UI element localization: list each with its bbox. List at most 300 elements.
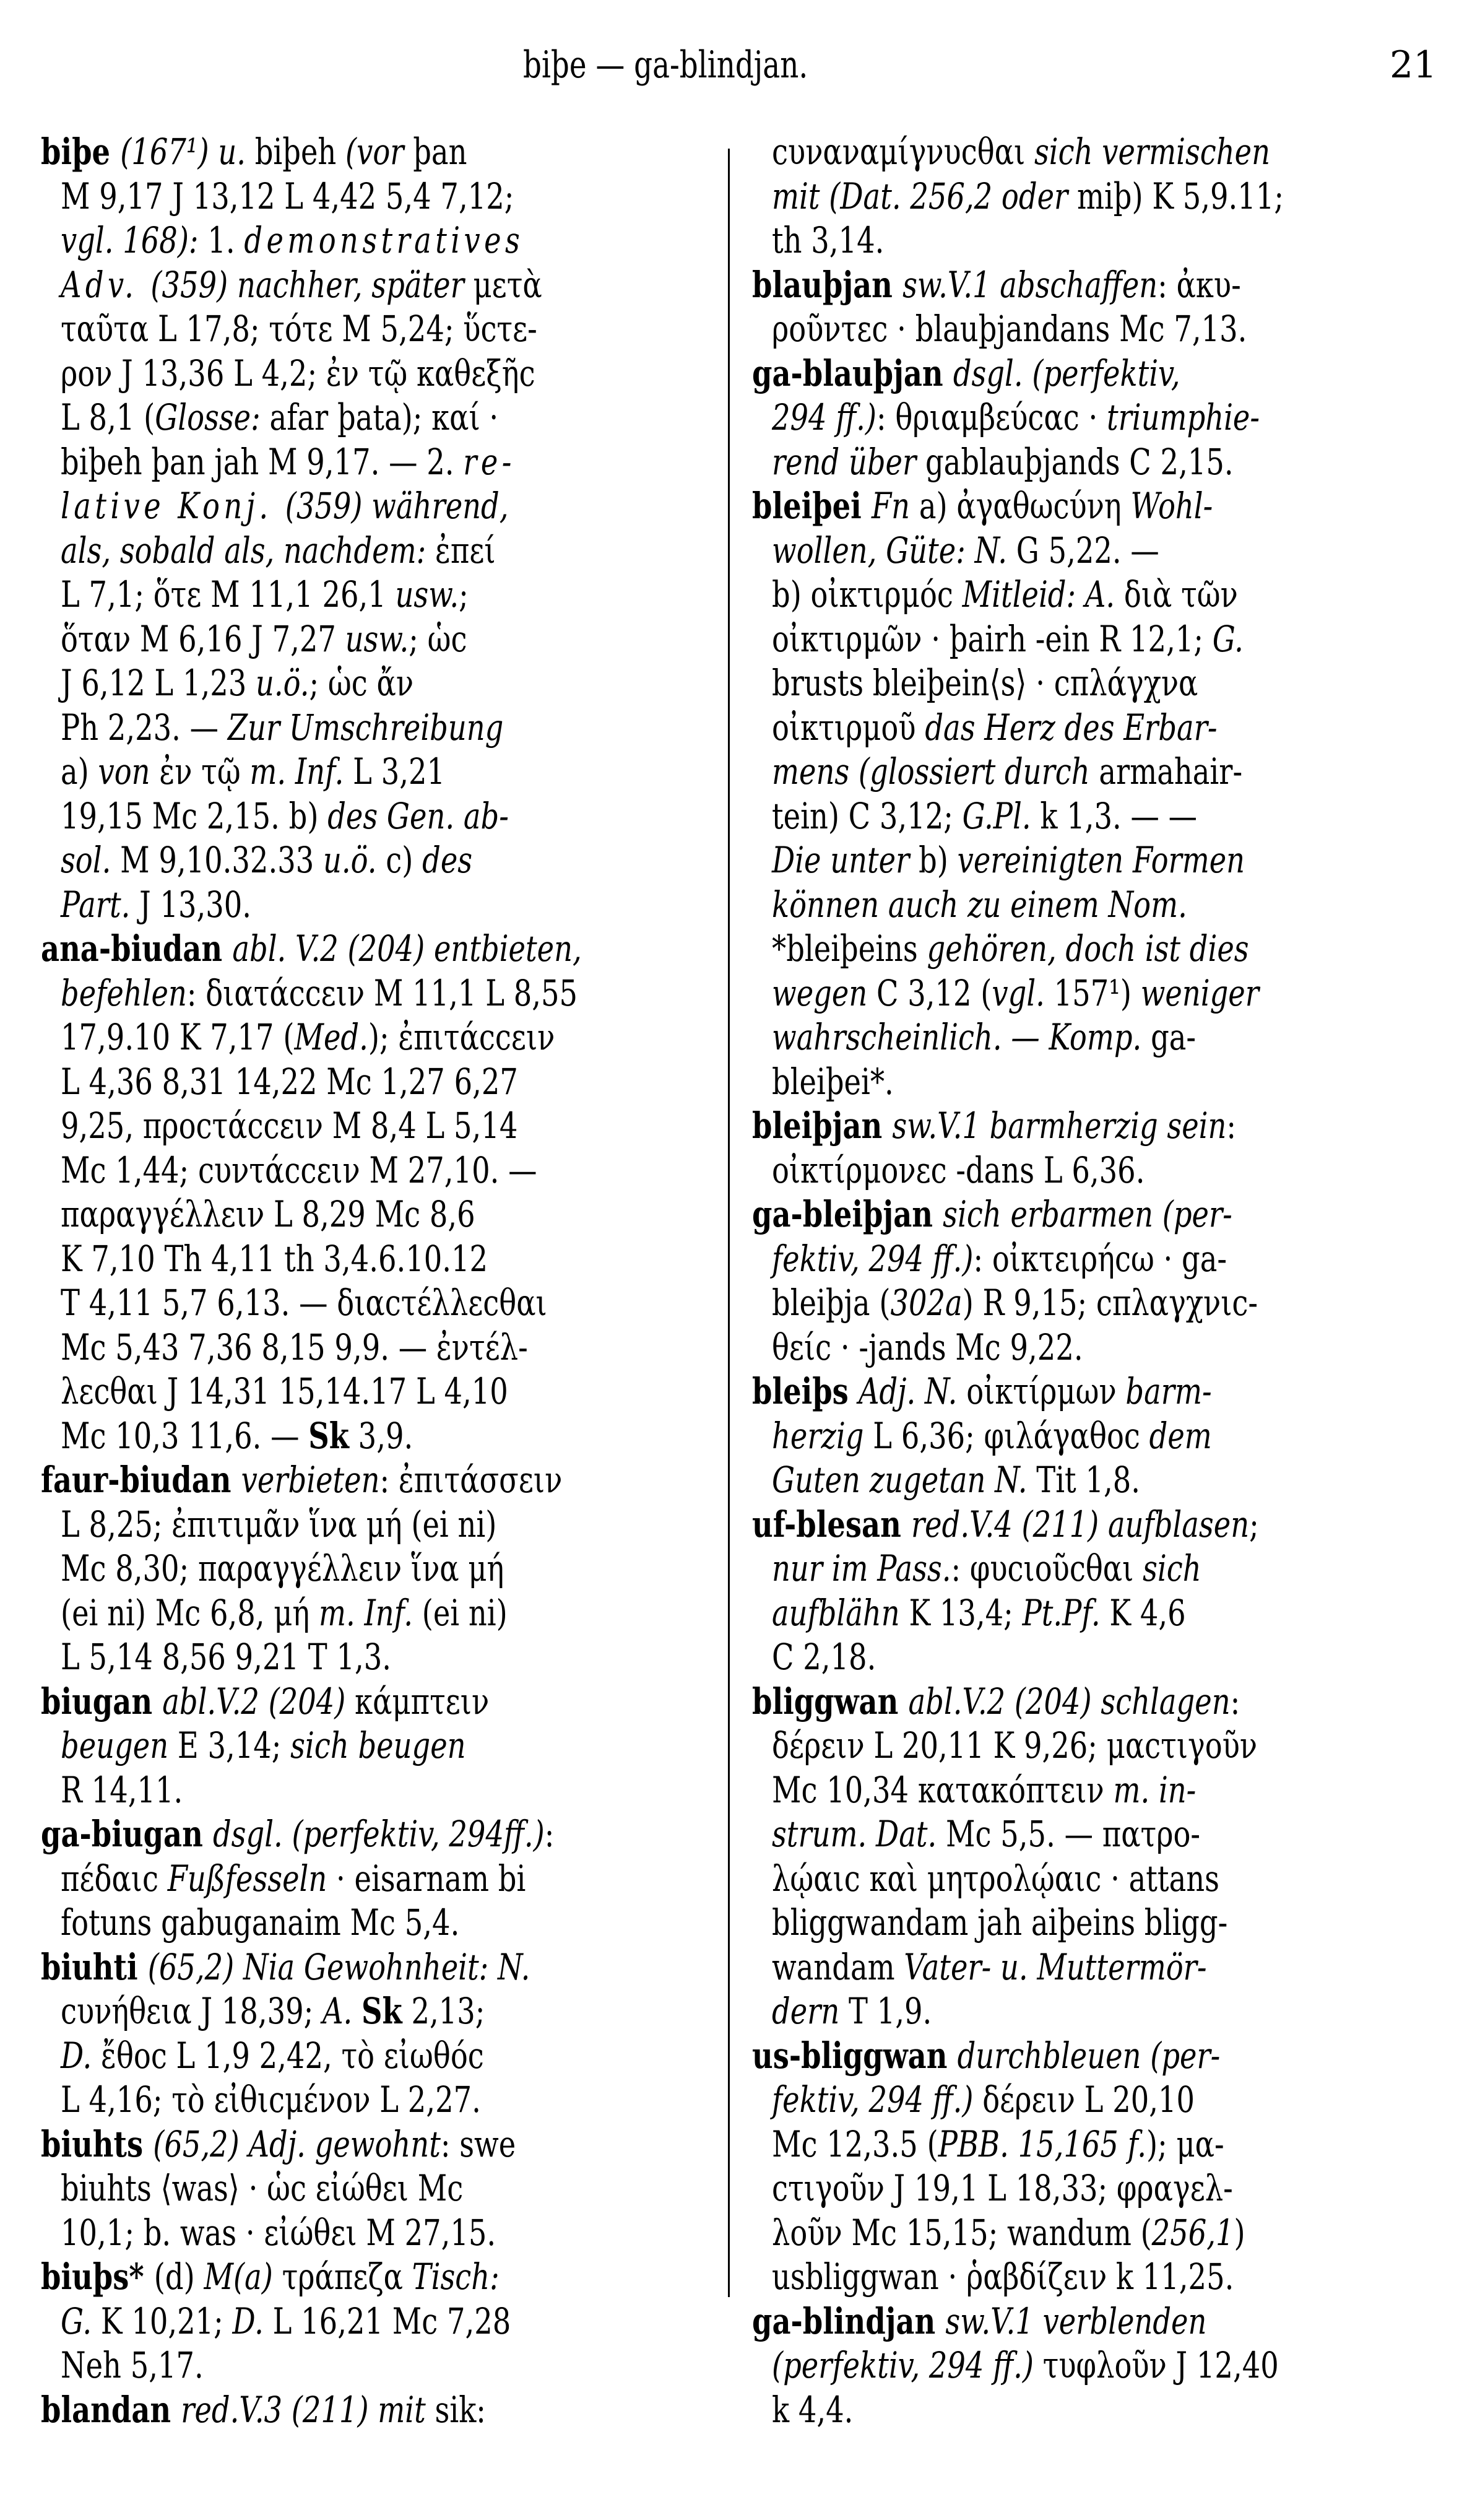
- italic-text: rend über: [772, 440, 925, 483]
- text: sik:: [435, 2388, 486, 2431]
- text: · eisarnam bi: [327, 1857, 526, 1900]
- italic-text: demonstratives: [244, 219, 524, 261]
- entry-continuation-line: [752, 1015, 1272, 1060]
- headword: ana-biudan: [41, 928, 233, 970]
- italic-text: sich beugen: [290, 1724, 466, 1766]
- entry-continuation-line: [41, 2166, 561, 2211]
- entry-continuation-line: [41, 529, 561, 573]
- text: λοῦν Mc 15,15; wandum (: [772, 2211, 1152, 2254]
- italic-text: sich erbarmen (per-: [943, 1193, 1232, 1235]
- text: afar þata); καί ·: [269, 396, 499, 438]
- italic-text: (359) nachher, später: [150, 263, 474, 306]
- text: L 8,1 (: [61, 396, 155, 438]
- entry-continuation-line: [752, 661, 1272, 706]
- text: ) R 9,15; cπλαγχνιc-: [962, 1282, 1258, 1324]
- italic-text: dem: [1149, 1414, 1212, 1457]
- entry-continuation-line: [41, 838, 561, 883]
- italic-text: des: [422, 839, 473, 881]
- text: Mc 5,43 7,36 8,15 9,9. — ἐντέλ-: [61, 1326, 528, 1368]
- text: ἔθοc L 1,9 2,42, τὸ εἰωθόc: [101, 2034, 484, 2077]
- text: : φυcιοῦcθαι: [951, 1547, 1143, 1589]
- text: Mc 8,30; παραγγέλλειν ἵνα μή: [61, 1547, 504, 1589]
- text: Ph 2,23. —: [61, 706, 228, 749]
- entry-continuation-line: [41, 1060, 561, 1105]
- entry-headword-line: [752, 1370, 1272, 1414]
- entry-continuation-line: [752, 2388, 1272, 2433]
- entry-continuation-line: [41, 440, 561, 485]
- entry-continuation-line: [752, 1326, 1272, 1370]
- text: τυφλοῦν J 12,40: [1042, 2344, 1279, 2386]
- text: (ei ni) Mc 6,8, μή: [61, 1591, 319, 1634]
- text: ροῦντεc · blauþjandans Mc 7,13.: [772, 308, 1247, 350]
- entry-continuation-line: [752, 307, 1272, 352]
- text: οἰκτιρμοῦ: [772, 706, 925, 749]
- text: :: [1226, 1105, 1237, 1147]
- headword: us-bliggwan: [752, 2034, 958, 2077]
- text: διὰ τῶν: [1123, 573, 1238, 615]
- italic-text: (vor: [345, 131, 413, 173]
- entry-continuation-line: [41, 1768, 561, 1813]
- italic-text: re-: [463, 440, 516, 483]
- text: κάμπτειν: [355, 1680, 490, 1723]
- entry-continuation-line: [41, 1326, 561, 1370]
- italic-text: gehören, doch ist dies: [927, 928, 1249, 970]
- entry-continuation-line: [752, 130, 1272, 175]
- italic-text: u.ö.: [323, 839, 386, 881]
- text: παραγγέλλειν L 8,29 Mc 8,6: [61, 1193, 475, 1235]
- text: T 4,11 5,7 6,13. — διαcτέλλεcθαι: [61, 1282, 547, 1324]
- italic-text: sich: [1143, 1547, 1201, 1589]
- text: biþeh þan jah M 9,17. — 2.: [61, 440, 464, 483]
- text: E 3,14;: [177, 1724, 291, 1766]
- italic-text: Tisch:: [412, 2256, 500, 2298]
- italic-text: beugen: [61, 1724, 178, 1766]
- text: ): [1234, 2211, 1245, 2254]
- text: ἐπεί: [435, 529, 496, 571]
- entry-continuation-line: [41, 883, 561, 928]
- italic-text: Guten zugetan N.: [772, 1459, 1037, 1501]
- entry-continuation-line: [752, 1458, 1272, 1503]
- text: Mc 1,44; cυντάccειν M 27,10. —: [61, 1149, 537, 1191]
- text: miþ) K 5,9.11;: [1076, 175, 1284, 217]
- entry-continuation-line: [752, 617, 1272, 662]
- entry-continuation-line: [41, 396, 561, 440]
- italic-text: Fußfesseln: [167, 1857, 327, 1900]
- entry-continuation-line: [752, 1812, 1272, 1857]
- entry-continuation-line: [41, 2344, 561, 2388]
- italic-text: wegen: [772, 971, 876, 1014]
- entry-continuation-line: [41, 1857, 561, 1901]
- headword: ga-blindjan: [752, 2300, 946, 2342]
- text: G 5,22. —: [1016, 529, 1159, 571]
- text: Mc 5,5. — πατρο-: [946, 1813, 1201, 1855]
- text: K 4,6: [1109, 1591, 1186, 1634]
- entry-continuation-line: [41, 2211, 561, 2256]
- text: K 10,21;: [100, 2300, 233, 2342]
- entry-continuation-line: [41, 263, 561, 308]
- entry-headword-line: [752, 1680, 1272, 1724]
- text: armahair-: [1099, 750, 1243, 793]
- entry-continuation-line: [41, 1635, 561, 1680]
- text: J 6,12 L 1,23: [61, 662, 256, 704]
- entry-headword-line: [752, 1104, 1272, 1149]
- entry-continuation-line: [752, 219, 1272, 263]
- text: δέρειν L 20,10: [982, 2079, 1195, 2121]
- entry-continuation-line: [41, 661, 561, 706]
- entry-headword-line: [752, 2034, 1272, 2079]
- italic-text: Glosse:: [155, 396, 270, 438]
- text: J 13,30.: [139, 883, 252, 926]
- italic-text: Vater- u. Muttermör-: [904, 1945, 1207, 1988]
- entry-continuation-line: [41, 971, 578, 1016]
- text: τράπεζα: [282, 2256, 412, 2298]
- entry-continuation-line: [41, 175, 561, 219]
- entry-headword-line: [752, 1503, 1272, 1547]
- text: M 9,17 J 13,12 L 4,42 5,4 7,12;: [61, 175, 514, 217]
- entry-continuation-line: [752, 2078, 1272, 2122]
- text: 17,9.10 K 7,17 (: [61, 1016, 295, 1058]
- text: tein) C 3,12;: [772, 794, 963, 837]
- page-header: [0, 37, 1467, 93]
- headword: blauþjan: [752, 263, 903, 306]
- text: : swe: [440, 2122, 516, 2165]
- entry-continuation-line: [41, 2034, 561, 2079]
- left-column: [41, 130, 691, 2432]
- text: fotuns gabuganaim Mc 5,4.: [61, 1901, 460, 1944]
- text: bliggwandam jah aiþeins bligg-: [772, 1901, 1228, 1944]
- entry-continuation-line: [752, 1060, 1272, 1105]
- entry-continuation-line: [752, 883, 1272, 928]
- entry-continuation-line: [41, 1104, 561, 1149]
- italic-text: m. Inf.: [249, 750, 353, 793]
- entry-continuation-line: [41, 352, 561, 396]
- text: ); ἐπιτάccειν: [368, 1016, 555, 1058]
- italic-text: Med.: [294, 1016, 368, 1058]
- text: μετὰ: [473, 263, 542, 306]
- text: δέρειν L 20,11 K 9,26; μαcτιγοῦν: [772, 1724, 1258, 1766]
- text: R 14,11.: [61, 1768, 183, 1811]
- entry-headword-line: [41, 1945, 561, 1990]
- text: ἐν τῷ: [159, 750, 250, 793]
- entry-headword-line: [41, 1812, 561, 1857]
- text: *bleiþeins: [772, 928, 927, 970]
- italic-text: triumphie-: [1106, 396, 1260, 438]
- text: L 6,36; φιλάγαθοc: [873, 1414, 1149, 1457]
- entry-continuation-line: [41, 1547, 561, 1591]
- italic-text: dsgl. (perfektiv, 294ff.): [212, 1813, 545, 1855]
- entry-continuation-line: [752, 529, 1272, 573]
- entry-continuation-line: [41, 1281, 561, 1326]
- italic-text: fektiv, 294 ff.): [772, 2079, 983, 2121]
- headword: ga-biugan: [41, 1813, 213, 1855]
- entry-headword-line: [752, 2300, 1272, 2344]
- text: L 8,25; ἐπιτιμᾶν ἵνα μή (ei ni): [61, 1503, 497, 1545]
- entry-headword-line: [752, 352, 1272, 396]
- entry-continuation-line: [41, 1591, 561, 1636]
- headword: bleiþei: [752, 485, 872, 527]
- entry-headword-line: [41, 130, 561, 175]
- headword: Sk: [361, 1990, 402, 2032]
- italic-text: 256,1: [1151, 2211, 1234, 2254]
- italic-text: weniger: [1140, 971, 1259, 1014]
- entry-continuation-line: [752, 2211, 1272, 2256]
- text: usbliggwan · ῥαβδίζειν k 11,25.: [772, 2256, 1234, 2298]
- headword: biuhti: [41, 1945, 148, 1988]
- text: L 5,14 8,56 9,21 T 1,3.: [61, 1636, 391, 1678]
- italic-text: m. in-: [1113, 1768, 1197, 1811]
- italic-text: (65,2) Nia Gewohnheit: N.: [147, 1945, 530, 1988]
- italic-text: 294 ff.): [772, 396, 877, 438]
- entry-continuation-line: [752, 750, 1272, 794]
- italic-text: sw.V.1 barmherzig sein: [892, 1105, 1227, 1147]
- entry-continuation-line: [41, 706, 561, 750]
- entry-continuation-line: [752, 440, 1272, 485]
- entry-continuation-line: [752, 706, 1272, 750]
- italic-text: fektiv, 294 ff.): [772, 1237, 974, 1280]
- entry-continuation-line: [41, 307, 561, 352]
- text: M 9,10.32.33: [120, 839, 323, 881]
- italic-text: barm-: [1125, 1370, 1212, 1412]
- text: πέδαιc: [61, 1857, 168, 1900]
- entry-continuation-line: [752, 1857, 1272, 1901]
- italic-text: von: [98, 750, 160, 793]
- italic-text: herzig: [772, 1414, 873, 1457]
- text: K 7,10 Th 4,11 th 3,4.6.10.12: [61, 1237, 488, 1280]
- text: a): [61, 750, 98, 793]
- italic-text: lative Konj.: [61, 485, 285, 527]
- text: cυναναμίγνυcθαι: [772, 131, 1034, 173]
- italic-text: red.V.4 (211) aufblasen: [911, 1503, 1250, 1545]
- entry-continuation-line: [41, 1901, 561, 1945]
- entry-continuation-line: [41, 1370, 561, 1414]
- headword: Sk: [308, 1414, 349, 1457]
- italic-text: Zur Umschreibung: [227, 706, 504, 749]
- italic-text: sol.: [61, 839, 121, 881]
- italic-text: (167¹) u.: [120, 131, 255, 173]
- entry-continuation-line: [752, 927, 1272, 971]
- italic-text: usw.: [395, 573, 459, 615]
- text: wandam: [772, 1945, 904, 1988]
- text: 19,15 Mc 2,15. b): [61, 794, 328, 837]
- text: k 4,4.: [772, 2388, 854, 2431]
- text: biþeh: [254, 131, 346, 173]
- entry-continuation-line: [752, 1724, 1272, 1768]
- italic-text: das Herz des Erbar-: [925, 706, 1218, 749]
- text: : διατάccειν M 11,1 L 8,55: [186, 971, 578, 1014]
- headword: bleiþjan: [752, 1105, 893, 1147]
- text: θείc · -jands Mc 9,22.: [772, 1326, 1083, 1368]
- entry-headword-line: [752, 263, 1272, 308]
- italic-text: u.ö.: [256, 662, 309, 704]
- text: L 3,21: [353, 750, 446, 793]
- page-number: 21: [1390, 43, 1437, 87]
- italic-text: (65,2) Adj. gewohnt: [153, 2122, 441, 2165]
- text: Mc 12,3.5 (: [772, 2122, 938, 2165]
- text: :: [544, 1813, 555, 1855]
- entry-continuation-line: [752, 1547, 1272, 1591]
- entry-continuation-line: [752, 1237, 1272, 1282]
- text: οἰκτίρμων: [966, 1370, 1126, 1412]
- text: λεcθαι J 14,31 15,14.17 L 4,10: [61, 1370, 508, 1412]
- italic-text: Fn: [871, 485, 919, 527]
- italic-text: aufblähn: [772, 1591, 909, 1634]
- text: b) οἰκτιρμόc: [772, 573, 963, 615]
- entry-continuation-line: [41, 750, 561, 794]
- text: 157¹): [1054, 971, 1141, 1014]
- text: Mc 10,3 11,6. —: [61, 1414, 309, 1457]
- headword: uf-blesan: [752, 1503, 911, 1545]
- text: C 3,12 (: [876, 971, 992, 1014]
- text: Mc 10,34 κατακόπτειν: [772, 1768, 1114, 1811]
- entry-continuation-line: [752, 1635, 1272, 1680]
- text: K 13,4;: [909, 1591, 1023, 1634]
- italic-text: durchbleuen (per-: [957, 2034, 1221, 2077]
- italic-text: Die unter: [772, 839, 919, 881]
- entry-continuation-line: [752, 1989, 1272, 2034]
- entry-headword-line: [752, 1193, 1272, 1237]
- text: b): [919, 839, 958, 881]
- text: ;: [459, 573, 469, 615]
- italic-text: red.V.3 (211) mit: [181, 2388, 435, 2431]
- entry-continuation-line: [752, 1281, 1272, 1326]
- italic-text: strum. Dat.: [772, 1813, 946, 1855]
- headword: bleiþs: [752, 1370, 859, 1412]
- text: c): [386, 839, 423, 881]
- headword: ga-bleiþjan: [752, 1193, 943, 1235]
- italic-text: 302a: [890, 1282, 963, 1324]
- text: C 2,18.: [772, 1636, 876, 1678]
- text: a) ἀγαθωcύνη: [919, 485, 1131, 527]
- entry-continuation-line: [752, 838, 1272, 883]
- italic-text: abl.V.2 (204): [162, 1680, 355, 1723]
- italic-text: abl.V.2 (204) schlagen: [908, 1680, 1231, 1723]
- italic-text: sich vermischen: [1034, 131, 1270, 173]
- entry-continuation-line: [752, 1591, 1272, 1636]
- entry-continuation-line: [752, 2344, 1279, 2388]
- italic-text: D.: [61, 2034, 102, 2077]
- text: 10,1; b. was · εἰώθει M 27,15.: [61, 2211, 496, 2254]
- italic-text: wollen, Güte: N.: [772, 529, 1016, 571]
- italic-text: wahrscheinlich. — Komp.: [772, 1016, 1151, 1058]
- headword: faur-biudan: [41, 1459, 241, 1501]
- italic-text: vgl.: [992, 971, 1054, 1014]
- text: ὅταν M 6,16 J 7,27: [61, 617, 345, 660]
- running-head: biþe — ga-blindjan.: [523, 43, 808, 87]
- entry-continuation-line: [752, 1414, 1272, 1459]
- text: th 3,14.: [772, 219, 885, 261]
- text: : οἰκτειρήcω · ga-: [973, 1237, 1227, 1280]
- entry-headword-line: [41, 927, 582, 971]
- italic-text: (perfektiv, 294 ff.): [772, 2344, 1043, 2386]
- italic-text: vgl. 168):: [61, 219, 208, 261]
- text: T 1,9.: [848, 1990, 932, 2032]
- entry-continuation-line: [752, 573, 1272, 617]
- italic-text: befehlen: [61, 971, 187, 1014]
- entry-continuation-line: [752, 2166, 1272, 2211]
- italic-text: Adv.: [61, 263, 151, 306]
- headword: ga-blauþjan: [752, 352, 953, 394]
- text: Tit 1,8.: [1036, 1459, 1140, 1501]
- entry-continuation-line: [41, 1015, 561, 1060]
- italic-text: G.Pl.: [962, 794, 1041, 837]
- text: : ἐπιτάσσειν: [379, 1459, 563, 1501]
- text: ga-: [1151, 1016, 1197, 1058]
- entry-continuation-line: [41, 1149, 561, 1193]
- text: cυνήθεια J 18,39;: [61, 1990, 323, 2032]
- entry-headword-line: [41, 2255, 561, 2300]
- entry-continuation-line: [752, 2255, 1272, 2300]
- text: 2,13;: [402, 1990, 485, 2032]
- italic-text: (359) während,: [285, 485, 509, 527]
- text: L 7,1; ὅτε M 11,1 26,1: [61, 573, 396, 615]
- text: bleiþei*.: [772, 1060, 894, 1103]
- text: ;: [1249, 1503, 1259, 1545]
- text: biuhts ⟨was⟩ · ὡc εἰώθει Mc: [61, 2167, 464, 2209]
- entry-headword-line: [41, 1680, 561, 1724]
- text: gablauþjands C 2,15.: [925, 440, 1234, 483]
- italic-text: Part.: [61, 883, 140, 926]
- text: (d): [154, 2256, 204, 2298]
- italic-text: abl. V.2 (204) entbieten,: [232, 928, 582, 970]
- text: 3,9.: [348, 1414, 413, 1457]
- entry-continuation-line: [41, 573, 561, 617]
- text: ταῦτα L 17,8; τότε M 5,24; ὕcτε-: [61, 308, 537, 350]
- entry-headword-line: [752, 484, 1272, 529]
- italic-text: mit (Dat. 256,2 oder: [772, 175, 1077, 217]
- italic-text: Mitleid: A.: [962, 573, 1124, 615]
- italic-text: G.: [61, 2300, 101, 2342]
- text: Neh 5,17.: [61, 2344, 204, 2386]
- right-column: [752, 130, 1402, 2432]
- italic-text: mens (glossiert durch: [772, 750, 1099, 793]
- italic-text: nur im Pass.: [772, 1547, 951, 1589]
- entry-headword-line: [41, 1458, 561, 1503]
- entry-continuation-line: [41, 1237, 561, 1282]
- text: cτιγοῦν J 19,1 L 18,33; φραγελ-: [772, 2167, 1233, 2209]
- entry-continuation-line: [41, 1724, 561, 1768]
- entry-continuation-line: [41, 1414, 561, 1459]
- text: ); μα-: [1146, 2122, 1224, 2165]
- italic-text: G.: [1212, 617, 1244, 660]
- text: bleiþja (: [772, 1282, 891, 1324]
- text: þan: [413, 131, 467, 173]
- italic-text: vereinigten Formen: [957, 839, 1245, 881]
- text: ρον J 13,36 L 4,2; ἐν τῷ καθεξῆc: [61, 352, 535, 394]
- italic-text: Pt.Pf.: [1022, 1591, 1110, 1634]
- headword: biuhts: [41, 2122, 154, 2165]
- headword: biuþs*: [41, 2256, 154, 2298]
- text: λῴαιc καὶ μητρολῴαιc · attans: [772, 1857, 1219, 1900]
- entry-continuation-line: [752, 1149, 1272, 1193]
- entry-continuation-line: [41, 2078, 561, 2122]
- entry-continuation-line: [41, 1193, 561, 1237]
- italic-text: als, sobald als, nachdem:: [61, 529, 435, 571]
- text: οἰκτίρμονεc -dans L 6,36.: [772, 1149, 1145, 1191]
- text: οἰκτιρμῶν · þairh -ein R 12,1;: [772, 617, 1213, 660]
- text: L 4,36 8,31 14,22 Mc 1,27 6,27: [61, 1060, 518, 1103]
- entry-continuation-line: [41, 219, 561, 263]
- text: L 4,16; τὸ εἰθιcμένον L 2,27.: [61, 2079, 481, 2121]
- italic-text: D.: [232, 2300, 273, 2342]
- entry-continuation-line: [752, 1901, 1272, 1945]
- entry-continuation-line: [752, 1768, 1272, 1813]
- entry-continuation-line: [752, 971, 1272, 1016]
- italic-text: Adj. N.: [858, 1370, 967, 1412]
- text: L 16,21 Mc 7,28: [272, 2300, 511, 2342]
- italic-text: dsgl. (perfektiv,: [953, 352, 1180, 394]
- entry-continuation-line: [752, 794, 1272, 839]
- column-divider: [728, 149, 730, 2297]
